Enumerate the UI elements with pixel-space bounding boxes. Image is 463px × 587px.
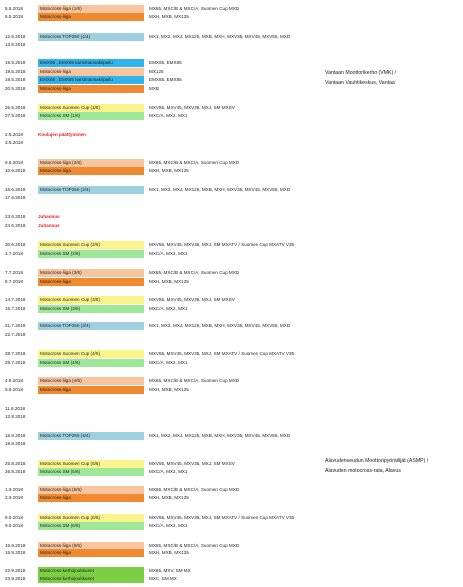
- event-label: Motocross-liiga: [38, 68, 144, 76]
- event-label: Motocross-liiga: [38, 13, 144, 21]
- schedule-row: [0, 222, 463, 230]
- schedule-row: [0, 549, 463, 557]
- schedule-row: [0, 377, 463, 385]
- holiday-note: Koulujen päättyminen: [38, 132, 86, 137]
- row-date: 18.8.2018: [5, 433, 26, 438]
- row-date: 21.7.2018: [5, 323, 26, 328]
- event-label: Motocross-liiga (4/6): [38, 377, 144, 385]
- row-date: 5.5.2018: [5, 6, 23, 11]
- event-label: Motocross-liiga: [38, 85, 144, 93]
- schedule-row: [0, 386, 463, 394]
- row-date: 13.5.2018: [5, 42, 26, 47]
- row-date: 9.6.2018: [5, 160, 23, 165]
- race-classes: MXC, SM MX: [149, 576, 177, 581]
- schedule-row: [0, 305, 463, 313]
- row-date: 1.7.2018: [5, 251, 23, 256]
- event-label: Motocross Suomen Cup (4/6): [38, 350, 144, 358]
- row-date: 14.7.2018: [5, 297, 26, 302]
- schedule-row: [0, 5, 463, 13]
- venue-note-vantaa: [325, 68, 396, 88]
- race-classes: MX65, MXC/B & MXC/A, Suomen Cup MXD: [149, 487, 240, 492]
- row-date: 10.6.2018: [5, 168, 26, 173]
- row-date: 12.8.2018: [5, 414, 26, 419]
- schedule-row: [0, 41, 463, 49]
- holiday-note: Juhannus: [38, 214, 60, 219]
- race-classes: MXH, MXB, MX125: [149, 387, 189, 392]
- schedule-row: [0, 331, 463, 339]
- schedule-row: [0, 112, 463, 120]
- event-label: Motocross-liiga: [38, 549, 144, 557]
- schedule-row: [0, 350, 463, 358]
- row-date: 29.7.2018: [5, 360, 26, 365]
- schedule-row: [0, 514, 463, 522]
- race-classes: MXC/A, MX2, MX1: [149, 113, 188, 118]
- schedule-row: [0, 278, 463, 286]
- holiday-note: Juhannus: [38, 223, 60, 228]
- row-date: 26.8.2018: [5, 469, 26, 474]
- schedule-row: [0, 159, 463, 167]
- race-classes: MXB: [149, 86, 159, 91]
- schedule-row: [0, 575, 463, 583]
- schedule-row: [0, 296, 463, 304]
- schedule-row: [0, 213, 463, 221]
- row-date: 15.9.2018: [5, 543, 26, 548]
- schedule-row: [0, 241, 463, 249]
- schedule-row: [0, 33, 463, 41]
- schedule-row: [0, 269, 463, 277]
- event-label: EMX65 , EMX85 karsintaosakilpailu: [38, 76, 144, 84]
- event-label: Motocross TOP250 (3/4): [38, 322, 144, 330]
- schedule-row: [0, 59, 463, 67]
- row-date: 15.7.2018: [5, 306, 26, 311]
- event-label: Motocross TOP250 (1/4): [38, 33, 144, 41]
- row-date: 7.7.2018: [5, 270, 23, 275]
- event-label: Motocross-liiga (5/6): [38, 486, 144, 494]
- event-label: Motocross SM (5/6): [38, 468, 144, 476]
- row-date: 2.6.2018: [5, 132, 23, 137]
- schedule-row: [0, 322, 463, 330]
- race-classes: MXV55, MXV45, MXV35, MXJ, SM MXATV / Suomen Cup MXATV V35: [149, 242, 295, 247]
- row-date: 23.6.2018: [5, 214, 26, 219]
- race-classes: EMX65, EMX85: [149, 60, 182, 65]
- schedule-row: [0, 139, 463, 147]
- race-classes: MX1, MX2, MXJ, MX125, MXB, MXH, MXV35, MXV45, MXV55, MXD: [149, 433, 291, 438]
- race-classes: MXC/A, MX2, MX1: [149, 251, 188, 256]
- race-classes: MX65, MXC/B & MXC/A, Suomen Cup MXD: [149, 378, 240, 383]
- race-classes: MXV55, MXV45, MXV35, MXJ, SM MXSV: [149, 105, 235, 110]
- row-date: 28.7.2018: [5, 351, 26, 356]
- event-label: Motocross-liiga (2/6): [38, 159, 144, 167]
- row-date: 4.8.2018: [5, 378, 23, 383]
- race-classes: MXH, MXB, MX125: [149, 279, 189, 284]
- row-date: 20.5.2018: [5, 86, 26, 91]
- race-classes: MX65, MXC/B & MXC/A, Suomen Cup MXD: [149, 543, 240, 548]
- venue-note-alavus: [325, 456, 428, 476]
- event-label: Motocross SM (3/6): [38, 305, 144, 313]
- race-classes: MXV55, MXV45, MXV35, MXJ, SM MXSV: [149, 297, 235, 302]
- schedule-row: [0, 186, 463, 194]
- row-date: 19.5.2018: [5, 60, 26, 65]
- event-label: Motocross-liiga: [38, 278, 144, 286]
- event-label: Motocross-liiga: [38, 494, 144, 502]
- schedule-row: [0, 104, 463, 112]
- row-date: 16.9.2018: [5, 550, 26, 555]
- schedule-row: [0, 567, 463, 575]
- row-date: 26.5.2018: [5, 105, 26, 110]
- race-classes: MXC/A, MX2, MX1: [149, 360, 188, 365]
- row-date: 19.8.2018: [5, 441, 26, 446]
- event-label: EMX65 , EMX85 karsintaosakilpailu: [38, 59, 144, 67]
- race-classes: MXV55, MXV45, MXV35, MXJ, SM MXSV: [149, 461, 235, 466]
- race-classes: MX65, MXV, SM MX: [149, 568, 191, 573]
- race-classes: MX65, MXC/B & MXC/A, Suomen Cup MXD: [149, 270, 240, 275]
- row-date: 5.8.2018: [5, 387, 23, 392]
- race-classes: MX125: [149, 69, 164, 74]
- row-date: 1.9.2018: [5, 487, 23, 492]
- row-date: 2.9.2018: [5, 495, 23, 500]
- race-classes: MXH, MXB, MX125: [149, 168, 189, 173]
- row-date: 27.5.2018: [5, 113, 26, 118]
- race-classes: EMX65, EMX85: [149, 77, 182, 82]
- schedule-row: [0, 405, 463, 413]
- race-classes: MX1, MX2, MXJ, MX125, MXB, MXH, MXV35, MXV45, MXV55, MXD: [149, 34, 291, 39]
- schedule-row: [0, 486, 463, 494]
- venue-line: Alavudenseudun Moottoripyöräilijät (ASMP) /: [325, 458, 429, 464]
- schedule-row: [0, 522, 463, 530]
- venue-line: Vantaan Vauhtikeskus, Vantaa: [325, 80, 395, 86]
- row-date: 17.6.2018: [5, 195, 26, 200]
- race-classes: MXC/A, MX2, MX1: [149, 469, 188, 474]
- race-classes: MXC/A, MX2, MX1: [149, 523, 188, 528]
- race-classes: MXH, MXB, MX125: [149, 495, 189, 500]
- event-label: Motocross TOP250 (2/4): [38, 186, 144, 194]
- row-date: 9.9.2018: [5, 523, 23, 528]
- event-label: Motocross Suomen Cup (1/6): [38, 104, 144, 112]
- schedule-row: [0, 413, 463, 421]
- event-label: Motocross-kerhojoukkueet: [38, 575, 144, 583]
- event-label: Motocross Suomen Cup (3/6): [38, 296, 144, 304]
- row-date: 8.7.2018: [5, 279, 23, 284]
- schedule-row: [0, 432, 463, 440]
- event-label: Motocross SM (2/6): [38, 250, 144, 258]
- venue-line: Vantaan Moottorikerho (VMK) /: [325, 70, 397, 76]
- event-label: Motocross-liiga: [38, 386, 144, 394]
- race-classes: MX1, MX2, MXJ, MX125, MXB, MXH, MXV35, MXV45, MXV55, MXD: [149, 323, 291, 328]
- event-label: Motocross-liiga (6/6): [38, 542, 144, 550]
- row-date: 25.8.2018: [5, 461, 26, 466]
- schedule-row: [0, 167, 463, 175]
- row-date: 24.6.2018: [5, 223, 26, 228]
- event-label: Motocross SM (4/6): [38, 359, 144, 367]
- event-label: Motocross-liiga (1/6): [38, 5, 144, 13]
- venue-line: Alavuden motocross-rata, Alavus: [325, 468, 401, 474]
- race-classes: MX65, MXC/B & MXC/A, Suomen Cup MXD: [149, 6, 240, 11]
- schedule-row: [0, 194, 463, 202]
- race-classes: MXV55, MXV45, MXV35, MXJ, SM MXATV / Suomen Cup MXATV V35: [149, 351, 295, 356]
- row-date: 22.7.2018: [5, 332, 26, 337]
- event-label: Motocross-kerhojoukkueet: [38, 567, 144, 575]
- race-classes: MXH, MXB, MX125: [149, 550, 189, 555]
- schedule-row: [0, 440, 463, 448]
- race-classes: MXH, MXB, MX125: [149, 14, 189, 19]
- event-label: Motocross-liiga: [38, 167, 144, 175]
- race-classes: MX1, MX2, MXJ, MX125, MXB, MXH, MXV35, MXV45, MXV55, MXD: [149, 187, 291, 192]
- event-label: Motocross Suomen Cup (2/6): [38, 241, 144, 249]
- race-classes: MXC/A, MX2, MX1: [149, 306, 188, 311]
- row-date: 8.9.2018: [5, 515, 23, 520]
- row-date: 19.5.2018: [5, 69, 26, 74]
- row-date: 11.8.2018: [5, 406, 26, 411]
- row-date: 3.6.2018: [5, 140, 23, 145]
- row-date: 30.6.2018: [5, 242, 26, 247]
- schedule-row: [0, 13, 463, 21]
- row-date: 19.5.2018: [5, 77, 26, 82]
- schedule-row: [0, 359, 463, 367]
- schedule-row: [0, 131, 463, 139]
- event-label: Motocross SM (6/6): [38, 522, 144, 530]
- schedule-row: [0, 250, 463, 258]
- event-label: Motocross-liiga (3/6): [38, 269, 144, 277]
- row-date: 23.9.2018: [5, 576, 26, 581]
- row-date: 22.9.2018: [5, 568, 26, 573]
- row-date: 16.6.2018: [5, 187, 26, 192]
- row-date: 6.5.2018: [5, 14, 23, 19]
- event-label: Motocross SM (1/6): [38, 112, 144, 120]
- schedule-row: [0, 494, 463, 502]
- row-date: 12.5.2018: [5, 34, 26, 39]
- event-label: Motocross TOP250 (4/4): [38, 432, 144, 440]
- event-label: Motocross Suomen Cup (5/6): [38, 460, 144, 468]
- event-label: Motocross Suomen Cup (6/6): [38, 514, 144, 522]
- race-classes: MXV55, MXV45, MXV35, MXJ, SM MXATV / Suomen Cup MXATV V35: [149, 515, 295, 520]
- race-classes: MX65, MXC/B & MXC/A, Suomen Cup MXD: [149, 160, 240, 165]
